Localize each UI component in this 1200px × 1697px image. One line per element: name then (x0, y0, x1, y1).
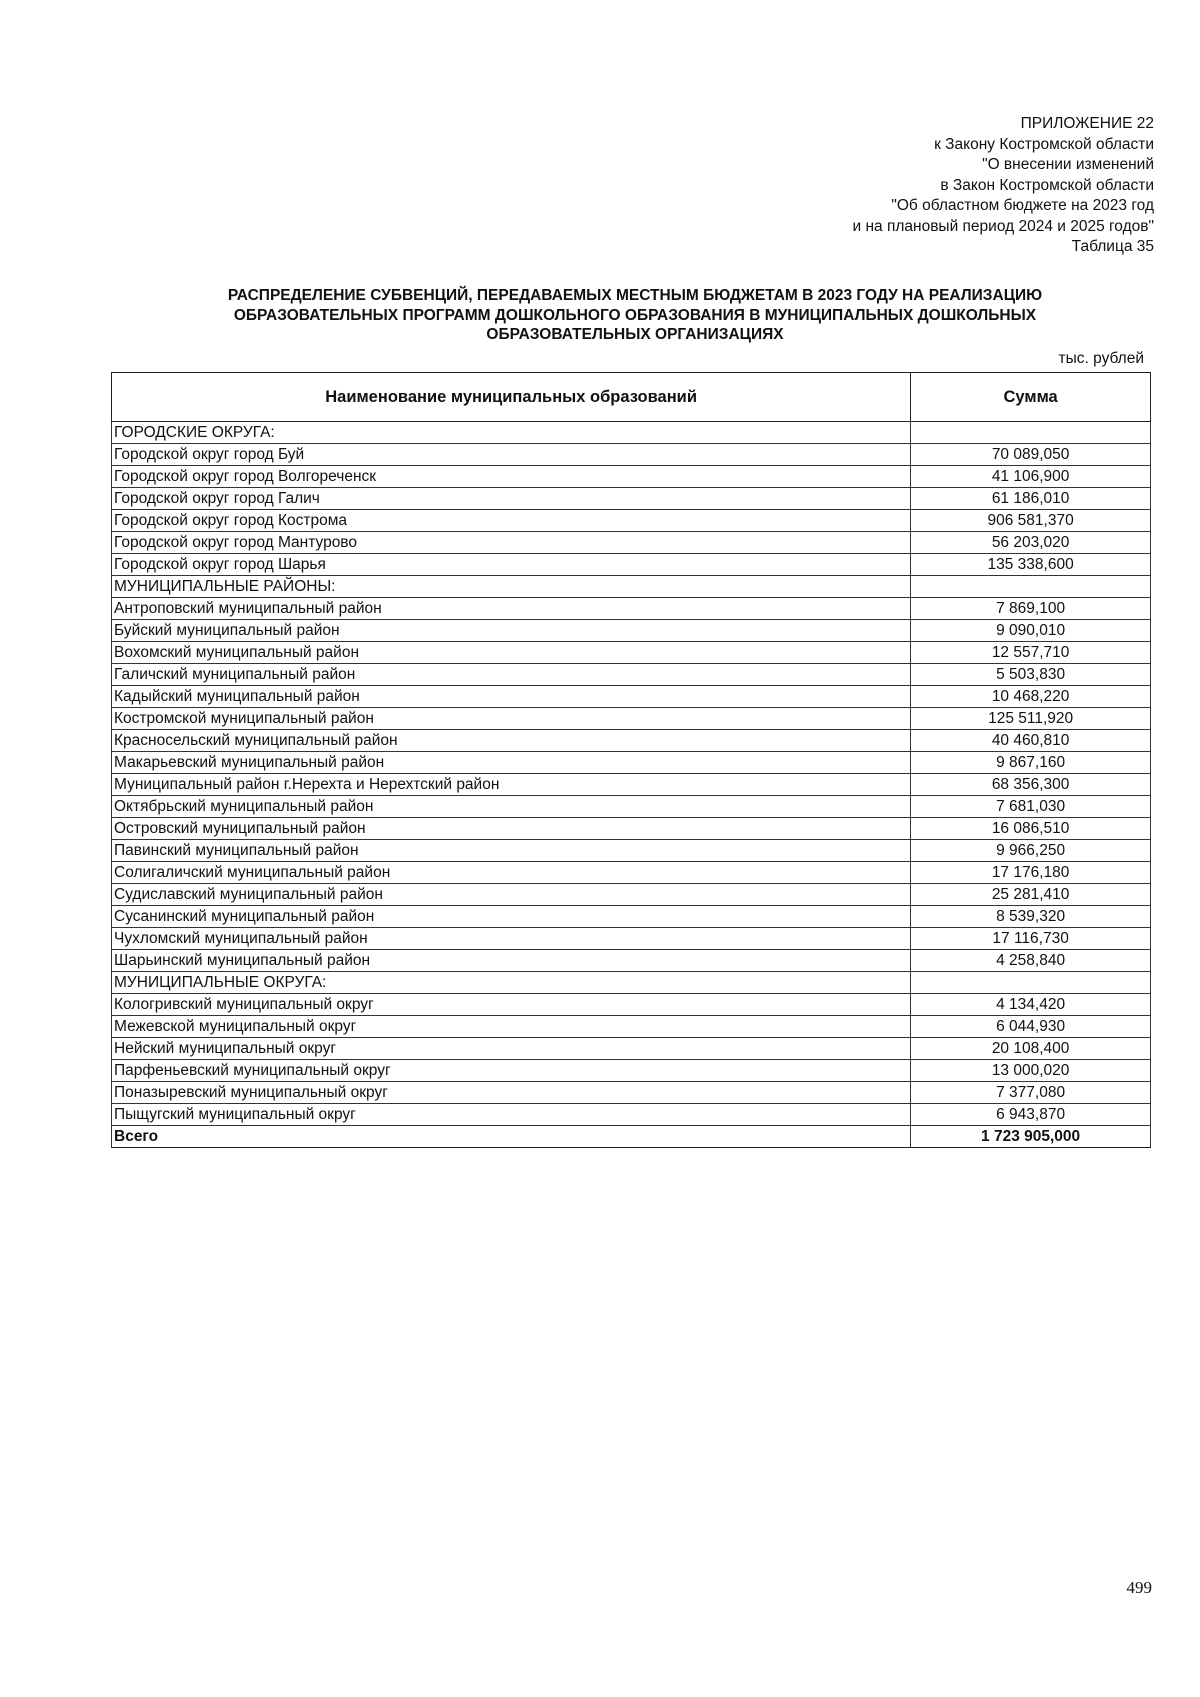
table-row (112, 818, 1151, 840)
row-name: Городской округ город Кострома (112, 510, 911, 532)
table-row (112, 884, 1151, 906)
table-row (112, 730, 1151, 752)
row-sum: 7 869,100 (911, 598, 1151, 620)
row-name: Шарьинский муниципальный район (112, 950, 911, 972)
row-sum: 9 090,010 (911, 620, 1151, 642)
total-label: Всего (112, 1126, 911, 1148)
table-row (112, 862, 1151, 884)
row-sum (911, 972, 1151, 994)
row-name: Парфеньевский муниципальный округ (112, 1060, 911, 1082)
row-sum: 16 086,510 (911, 818, 1151, 840)
total-sum: 1 723 905,000 (911, 1126, 1151, 1148)
row-sum (911, 422, 1151, 444)
title-line: ОБРАЗОВАТЕЛЬНЫХ ОРГАНИЗАЦИЯХ (486, 326, 784, 343)
row-sum: 7 377,080 (911, 1082, 1151, 1104)
row-name: Нейский муниципальный округ (112, 1038, 911, 1060)
row-name: Межевской муниципальный округ (112, 1016, 911, 1038)
header-line: и на плановый период 2024 и 2025 годов" (852, 217, 1154, 235)
table-row (112, 1104, 1151, 1126)
row-sum: 68 356,300 (911, 774, 1151, 796)
table-row (112, 972, 1151, 994)
table-row (112, 906, 1151, 928)
document-title (110, 286, 1160, 345)
row-sum: 25 281,410 (911, 884, 1151, 906)
row-name: ГОРОДСКИЕ ОКРУГА: (112, 422, 911, 444)
row-sum: 125 511,920 (911, 708, 1151, 730)
row-name: Сусанинский муниципальный район (112, 906, 911, 928)
column-header-sum: Сумма (911, 373, 1151, 422)
row-name: Городской округ город Шарья (112, 554, 911, 576)
header-line: ПРИЛОЖЕНИЕ 22 (1020, 115, 1154, 132)
table-body (112, 422, 1151, 1148)
table-row (112, 664, 1151, 686)
table-row (112, 928, 1151, 950)
row-name: МУНИЦИПАЛЬНЫЕ ОКРУГА: (112, 972, 911, 994)
row-name: Островский муниципальный район (112, 818, 911, 840)
row-sum: 6 943,870 (911, 1104, 1151, 1126)
row-name: Кологривский муниципальный округ (112, 994, 911, 1016)
row-sum: 17 176,180 (911, 862, 1151, 884)
row-sum: 61 186,010 (911, 488, 1151, 510)
page-number: 499 (1126, 1578, 1152, 1597)
row-name: Городской округ город Волгореченск (112, 466, 911, 488)
table-row (112, 642, 1151, 664)
row-sum: 4 258,840 (911, 950, 1151, 972)
table-row (112, 532, 1151, 554)
row-sum: 7 681,030 (911, 796, 1151, 818)
row-sum: 10 468,220 (911, 686, 1151, 708)
table-row (112, 1038, 1151, 1060)
row-name: Пыщугский муниципальный округ (112, 1104, 911, 1126)
column-header-name: Наименование муниципальных образований (112, 373, 911, 422)
row-name: Макарьевский муниципальный район (112, 752, 911, 774)
table-row (112, 994, 1151, 1016)
table-row (112, 708, 1151, 730)
row-sum: 135 338,600 (911, 554, 1151, 576)
row-name: МУНИЦИПАЛЬНЫЕ РАЙОНЫ: (112, 576, 911, 598)
title-line: РАСПРЕДЕЛЕНИЕ СУБВЕНЦИЙ, ПЕРЕДАВАЕМЫХ МЕСТНЫМ БЮДЖЕТАМ В 2023 ГОДУ НА РЕАЛИЗАЦИЮ (227, 287, 1043, 304)
table-row (112, 576, 1151, 598)
table-row (112, 620, 1151, 642)
row-sum: 41 106,900 (911, 466, 1151, 488)
row-sum: 40 460,810 (911, 730, 1151, 752)
row-sum: 17 116,730 (911, 928, 1151, 950)
table-row (112, 444, 1151, 466)
row-sum: 70 089,050 (911, 444, 1151, 466)
table-header-row (112, 373, 1151, 422)
header-line: "Об областном бюджете на 2023 год (891, 197, 1154, 214)
row-name: Вохомский муниципальный район (112, 642, 911, 664)
table-row (112, 950, 1151, 972)
units-label: тыс. рублей (1058, 350, 1144, 367)
table-row (112, 840, 1151, 862)
table-row (112, 488, 1151, 510)
row-name: Антроповский муниципальный район (112, 598, 911, 620)
row-name: Кадыйский муниципальный район (112, 686, 911, 708)
header-line: к Закону Костромской области (934, 135, 1154, 153)
row-sum: 12 557,710 (911, 642, 1151, 664)
row-sum: 56 203,020 (911, 532, 1151, 554)
table-row (112, 510, 1151, 532)
row-sum (911, 576, 1151, 598)
row-name: Солигаличский муниципальный район (112, 862, 911, 884)
row-sum: 20 108,400 (911, 1038, 1151, 1060)
row-name: Костромской муниципальный район (112, 708, 911, 730)
table-row (112, 1082, 1151, 1104)
row-sum: 6 044,930 (911, 1016, 1151, 1038)
table-row (112, 774, 1151, 796)
table-row (112, 686, 1151, 708)
row-sum: 9 966,250 (911, 840, 1151, 862)
table-row (112, 1016, 1151, 1038)
row-sum: 8 539,320 (911, 906, 1151, 928)
title-line: ОБРАЗОВАТЕЛЬНЫХ ПРОГРАММ ДОШКОЛЬНОГО ОБРАЗОВАНИЯ В МУНИЦИПАЛЬНЫХ ДОШКОЛЬНЫХ (233, 306, 1037, 324)
row-sum: 4 134,420 (911, 994, 1151, 1016)
header-line: в Закон Костромской области (940, 176, 1154, 194)
row-sum: 906 581,370 (911, 510, 1151, 532)
row-name: Чухломский муниципальный район (112, 928, 911, 950)
row-name: Красносельский муниципальный район (112, 730, 911, 752)
table-row (112, 466, 1151, 488)
row-name: Городской округ город Галич (112, 488, 911, 510)
row-name: Городской округ город Мантурово (112, 532, 911, 554)
row-name: Октябрьский муниципальный район (112, 796, 911, 818)
row-name: Городской округ город Буй (112, 444, 911, 466)
table-row (112, 422, 1151, 444)
table-row (112, 554, 1151, 576)
table-row (112, 796, 1151, 818)
row-sum: 13 000,020 (911, 1060, 1151, 1082)
row-name: Буйский муниципальный район (112, 620, 911, 642)
subvention-table (111, 372, 1151, 1148)
table-row (112, 598, 1151, 620)
table-row (112, 752, 1151, 774)
header-line: "О внесении изменений (982, 156, 1154, 173)
row-name: Павинский муниципальный район (112, 840, 911, 862)
row-sum: 5 503,830 (911, 664, 1151, 686)
row-sum: 9 867,160 (911, 752, 1151, 774)
row-name: Поназыревский муниципальный округ (112, 1082, 911, 1104)
row-name: Муниципальный район г.Нерехта и Нерехтский район (112, 774, 911, 796)
table-row (112, 1060, 1151, 1082)
header-line: Таблица 35 (1071, 238, 1154, 255)
total-row (112, 1126, 1151, 1148)
row-name: Судиславский муниципальный район (112, 884, 911, 906)
row-name: Галичский муниципальный район (112, 664, 911, 686)
appendix-header (853, 114, 1155, 258)
